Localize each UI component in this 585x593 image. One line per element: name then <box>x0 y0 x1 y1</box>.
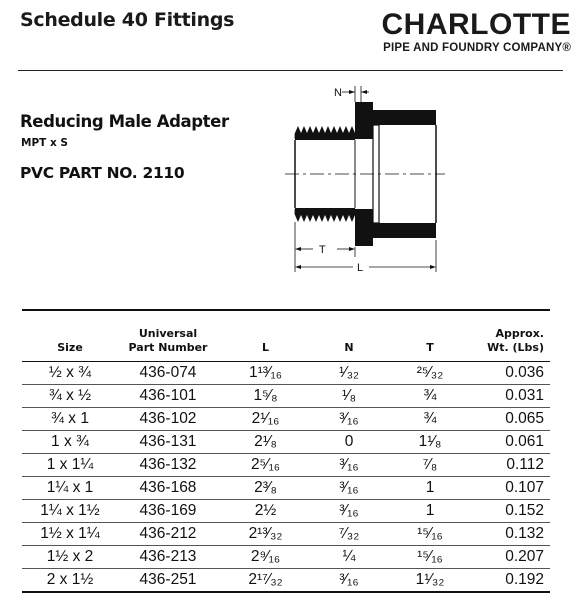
part-number: PVC PART NO. 2110 <box>20 164 185 182</box>
cell-size: ¾ x ½ <box>22 385 118 408</box>
header-size: Size <box>57 341 83 354</box>
cell-l: 2⁹⁄₁₆ <box>218 546 313 569</box>
cell-part: 436-132 <box>118 454 218 477</box>
cell-l: 2⁵⁄₁₆ <box>218 454 313 477</box>
cell-size: 2 x 1½ <box>22 569 118 593</box>
cell-wt: 0.207 <box>475 546 550 569</box>
cell-n: ³⁄₁₆ <box>313 454 385 477</box>
cell-wt: 0.036 <box>475 362 550 385</box>
dim-l-label: L <box>357 262 364 274</box>
cell-t: 1¹⁄₃₂ <box>385 569 475 593</box>
cell-size: ½ x ¾ <box>22 362 118 385</box>
cell-wt: 0.112 <box>475 454 550 477</box>
cell-n: ¹⁄₈ <box>313 385 385 408</box>
cell-l: 2¹⁄₈ <box>218 431 313 454</box>
cell-t: ¹⁵⁄₁₆ <box>385 546 475 569</box>
header-n: N <box>344 341 354 354</box>
table-row <box>22 408 550 431</box>
cell-wt: 0.061 <box>475 431 550 454</box>
table-row <box>22 454 550 477</box>
cell-n: 0 <box>313 431 385 454</box>
cell-part: 436-213 <box>118 546 218 569</box>
cell-n: ¼ <box>313 546 385 569</box>
table-row <box>22 500 550 523</box>
cell-t: 1 <box>385 500 475 523</box>
dim-n-label: N <box>334 87 342 99</box>
brand-subtitle: PIPE AND FOUNDRY COMPANY® <box>383 42 571 54</box>
cell-t: ⁷⁄₈ <box>385 454 475 477</box>
table-header-row <box>22 310 550 362</box>
cell-size: 1½ x 2 <box>22 546 118 569</box>
header-weight: Approx. Wt. (Lbs) <box>487 327 544 354</box>
cell-t: 1¹⁄₈ <box>385 431 475 454</box>
brand-name: CHARLOTTE <box>381 8 571 41</box>
cell-wt: 0.107 <box>475 477 550 500</box>
socket-wall-bottom <box>373 223 436 238</box>
product-name: Reducing Male Adapter <box>20 112 229 131</box>
cell-n: ⁷⁄₃₂ <box>313 523 385 546</box>
cell-n: ³⁄₁₆ <box>313 408 385 431</box>
table-row <box>22 523 550 546</box>
dimensions-table <box>22 309 550 593</box>
cell-wt: 0.192 <box>475 569 550 593</box>
cell-n: ¹⁄₃₂ <box>313 362 385 385</box>
cell-size: 1 x 1¼ <box>22 454 118 477</box>
cell-part: 436-212 <box>118 523 218 546</box>
cell-l: 1¹³⁄₁₆ <box>218 362 313 385</box>
header-part-number: Universal Part Number <box>128 327 208 354</box>
cell-size: 1 x ¾ <box>22 431 118 454</box>
header-divider <box>18 70 563 71</box>
cell-part: 436-101 <box>118 385 218 408</box>
cell-wt: 0.132 <box>475 523 550 546</box>
hex-bottom <box>355 209 373 246</box>
brand-logo <box>382 10 571 54</box>
cell-wt: 0.065 <box>475 408 550 431</box>
cell-size: 1¼ x 1½ <box>22 500 118 523</box>
cell-t: ²⁵⁄₃₂ <box>385 362 475 385</box>
cell-t: ¾ <box>385 385 475 408</box>
product-connection: MPT x S <box>21 137 68 149</box>
hex-top <box>355 102 373 139</box>
cell-l: 2¹³⁄₃₂ <box>218 523 313 546</box>
cell-l: 2½ <box>218 500 313 523</box>
dim-t-label: T <box>319 244 326 256</box>
table-row <box>22 431 550 454</box>
table-row <box>22 569 550 593</box>
cell-part: 436-251 <box>118 569 218 593</box>
table-row <box>22 477 550 500</box>
table-row <box>22 546 550 569</box>
cell-t: ¾ <box>385 408 475 431</box>
cell-part: 436-074 <box>118 362 218 385</box>
table-row <box>22 385 550 408</box>
cell-size: ¾ x 1 <box>22 408 118 431</box>
male-wall-bottom <box>295 208 355 214</box>
cell-t: ¹⁵⁄₁₆ <box>385 523 475 546</box>
cell-l: 2³⁄₈ <box>218 477 313 500</box>
cell-n: ³⁄₁₆ <box>313 569 385 593</box>
page-title: Schedule 40 Fittings <box>20 9 235 31</box>
header-t: T <box>426 341 434 354</box>
cell-part: 436-102 <box>118 408 218 431</box>
cell-part: 436-169 <box>118 500 218 523</box>
socket-wall-top <box>373 110 436 125</box>
cell-part: 436-131 <box>118 431 218 454</box>
cell-size: 1½ x 1¼ <box>22 523 118 546</box>
cell-l: 2¹⁷⁄₃₂ <box>218 569 313 593</box>
cell-size: 1¼ x 1 <box>22 477 118 500</box>
cell-wt: 0.031 <box>475 385 550 408</box>
header-l: L <box>261 341 269 354</box>
cell-l: 2¹⁄₁₆ <box>218 408 313 431</box>
cell-n: ³⁄₁₆ <box>313 500 385 523</box>
cell-part: 436-168 <box>118 477 218 500</box>
table-row <box>22 362 550 385</box>
cell-n: ³⁄₁₆ <box>313 477 385 500</box>
fitting-drawing <box>285 82 445 277</box>
cell-l: 1⁵⁄₈ <box>218 385 313 408</box>
cell-wt: 0.152 <box>475 500 550 523</box>
male-wall-top <box>295 134 355 140</box>
cell-t: 1 <box>385 477 475 500</box>
